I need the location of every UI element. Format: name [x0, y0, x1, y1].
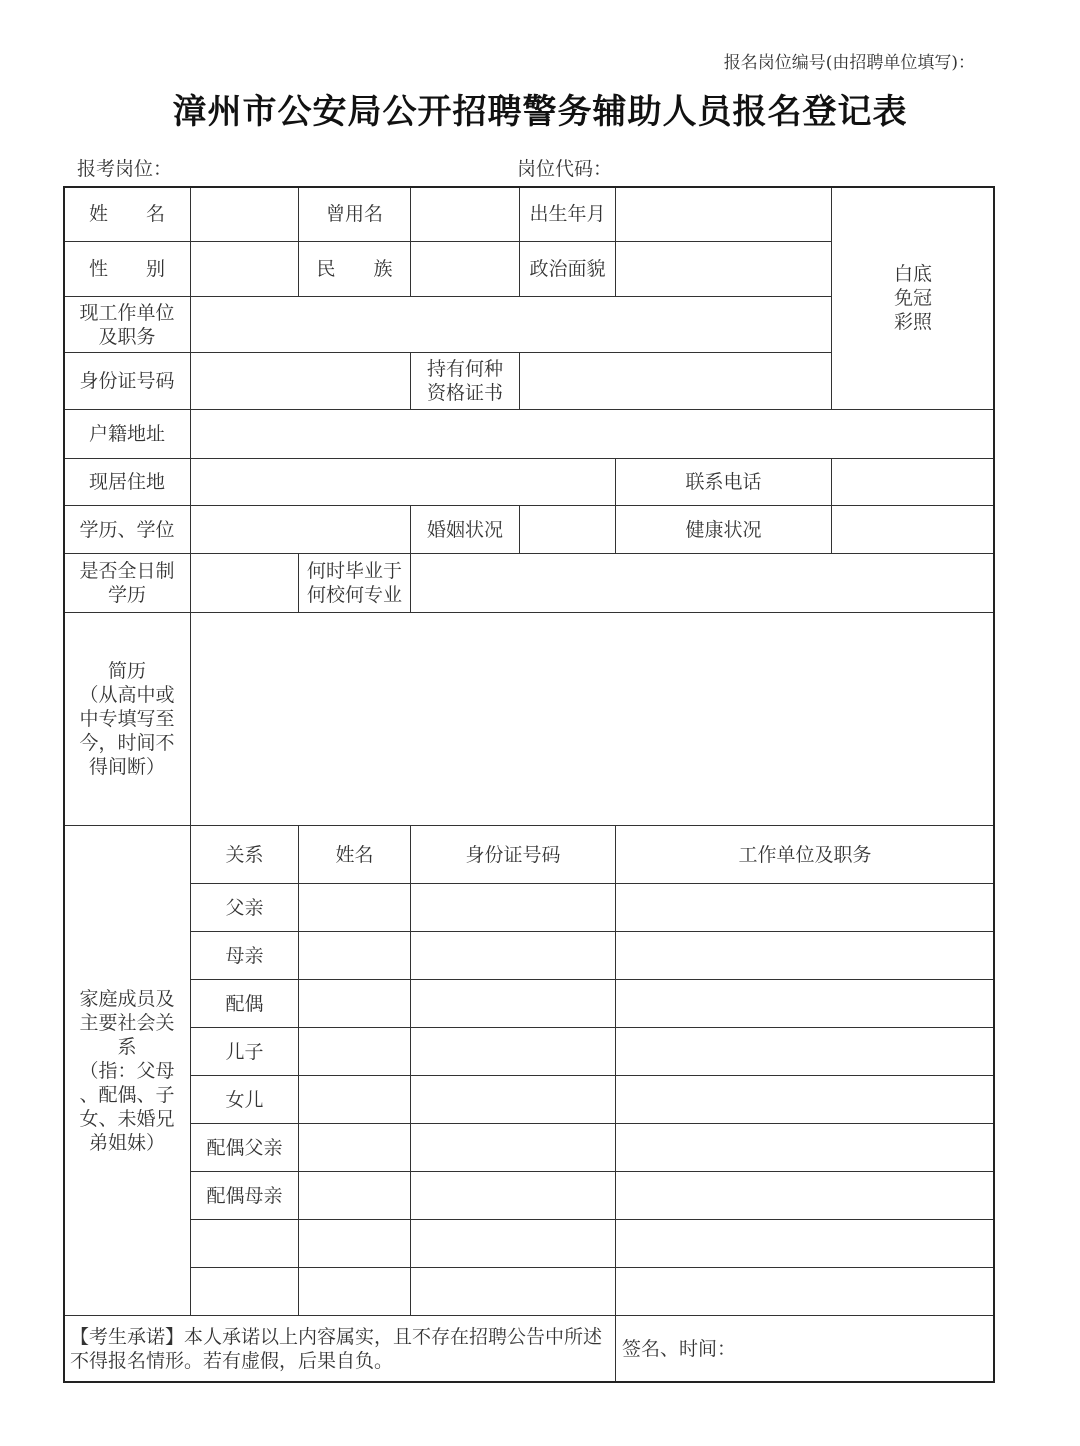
family-relation-6: 配偶母亲: [190, 1171, 299, 1220]
family-employer-field-1[interactable]: [615, 931, 995, 980]
member-name-header: 姓名: [298, 825, 411, 884]
photo-box[interactable]: 白底 免冠 彩照: [831, 186, 995, 410]
family-name-field-2[interactable]: [298, 979, 411, 1028]
ethnicity-label: 民 族: [298, 241, 411, 297]
family-id-field-4[interactable]: [410, 1075, 616, 1124]
marital-label: 婚姻状况: [410, 505, 520, 554]
marital-field[interactable]: [519, 505, 616, 554]
family-id-field-1[interactable]: [410, 931, 616, 980]
applied-position-label: 报考岗位：: [77, 158, 173, 180]
fulltime-field[interactable]: [190, 553, 299, 613]
family-relation-2: 配偶: [190, 979, 299, 1028]
id-number-field[interactable]: [190, 352, 411, 410]
health-field[interactable]: [831, 505, 995, 554]
family-employer-field-4[interactable]: [615, 1075, 995, 1124]
family-label: 家庭成员及 主要社会关 系 （指：父母 、配偶、子 女、未婚兄 弟姐妹）: [63, 825, 191, 1316]
family-name-field-6[interactable]: [298, 1171, 411, 1220]
family-id-field-0[interactable]: [410, 883, 616, 932]
former-name-field[interactable]: [410, 186, 520, 242]
position-code-label: 岗位代码：: [517, 158, 613, 180]
pledge-text: 【考生承诺】本人承诺以上内容属实，且不存在招聘公告中所述不得报名情形。若有虚假，后果自负。: [63, 1315, 616, 1383]
political-label: 政治面貌: [519, 241, 616, 297]
family-relation-0: 父亲: [190, 883, 299, 932]
political-field[interactable]: [615, 241, 832, 297]
health-label: 健康状况: [615, 505, 832, 554]
gender-label: 性 别: [63, 241, 191, 297]
family-employer-field-5[interactable]: [615, 1123, 995, 1172]
family-relation-1: 母亲: [190, 931, 299, 980]
family-relation-8[interactable]: [190, 1267, 299, 1316]
family-name-field-8[interactable]: [298, 1267, 411, 1316]
phone-field[interactable]: [831, 458, 995, 506]
resume-label: 简历 （从高中或 中专填写至 今，时间不 得间断）: [63, 612, 191, 826]
gender-field[interactable]: [190, 241, 299, 297]
hukou-label: 户籍地址: [63, 409, 191, 459]
family-employer-field-7[interactable]: [615, 1219, 995, 1268]
birth-field[interactable]: [615, 186, 832, 242]
residence-label: 现居住地: [63, 458, 191, 506]
position-number-note: 报名岗位编号(由招聘单位填写)：: [723, 53, 975, 73]
name-label: 姓 名: [63, 186, 191, 242]
family-id-field-3[interactable]: [410, 1027, 616, 1076]
family-id-field-8[interactable]: [410, 1267, 616, 1316]
employer-field[interactable]: [190, 296, 832, 353]
fulltime-label: 是否全日制 学历: [63, 553, 191, 613]
family-employer-field-2[interactable]: [615, 979, 995, 1028]
family-name-field-0[interactable]: [298, 883, 411, 932]
family-employer-field-0[interactable]: [615, 883, 995, 932]
family-name-field-7[interactable]: [298, 1219, 411, 1268]
family-employer-field-8[interactable]: [615, 1267, 995, 1316]
ethnicity-field[interactable]: [410, 241, 520, 297]
graduation-field[interactable]: [410, 553, 995, 613]
family-employer-field-6[interactable]: [615, 1171, 995, 1220]
education-field[interactable]: [190, 505, 411, 554]
name-field[interactable]: [190, 186, 299, 242]
family-id-field-5[interactable]: [410, 1123, 616, 1172]
member-employer-header: 工作单位及职务: [615, 825, 995, 884]
family-name-field-1[interactable]: [298, 931, 411, 980]
family-employer-field-3[interactable]: [615, 1027, 995, 1076]
family-id-field-6[interactable]: [410, 1171, 616, 1220]
education-label: 学历、学位: [63, 505, 191, 554]
family-relation-4: 女儿: [190, 1075, 299, 1124]
graduation-label: 何时毕业于 何校何专业: [298, 553, 411, 613]
birth-label: 出生年月: [519, 186, 616, 242]
id-number-label: 身份证号码: [63, 352, 191, 410]
resume-field[interactable]: [190, 612, 995, 826]
certificate-label: 持有何种 资格证书: [410, 352, 520, 410]
family-name-field-4[interactable]: [298, 1075, 411, 1124]
certificate-field[interactable]: [519, 352, 832, 410]
family-id-field-7[interactable]: [410, 1219, 616, 1268]
relation-header: 关系: [190, 825, 299, 884]
signature-label[interactable]: 签名、时间：: [615, 1315, 995, 1383]
family-relation-7[interactable]: [190, 1219, 299, 1268]
family-name-field-3[interactable]: [298, 1027, 411, 1076]
former-name-label: 曾用名: [298, 186, 411, 242]
form-title: 漳州市公安局公开招聘警务辅助人员报名登记表: [172, 92, 908, 132]
hukou-field[interactable]: [190, 409, 995, 459]
family-name-field-5[interactable]: [298, 1123, 411, 1172]
residence-field[interactable]: [190, 458, 616, 506]
family-relation-5: 配偶父亲: [190, 1123, 299, 1172]
member-id-header: 身份证号码: [410, 825, 616, 884]
phone-label: 联系电话: [615, 458, 832, 506]
family-id-field-2[interactable]: [410, 979, 616, 1028]
family-relation-3: 儿子: [190, 1027, 299, 1076]
employer-label: 现工作单位 及职务: [63, 296, 191, 353]
